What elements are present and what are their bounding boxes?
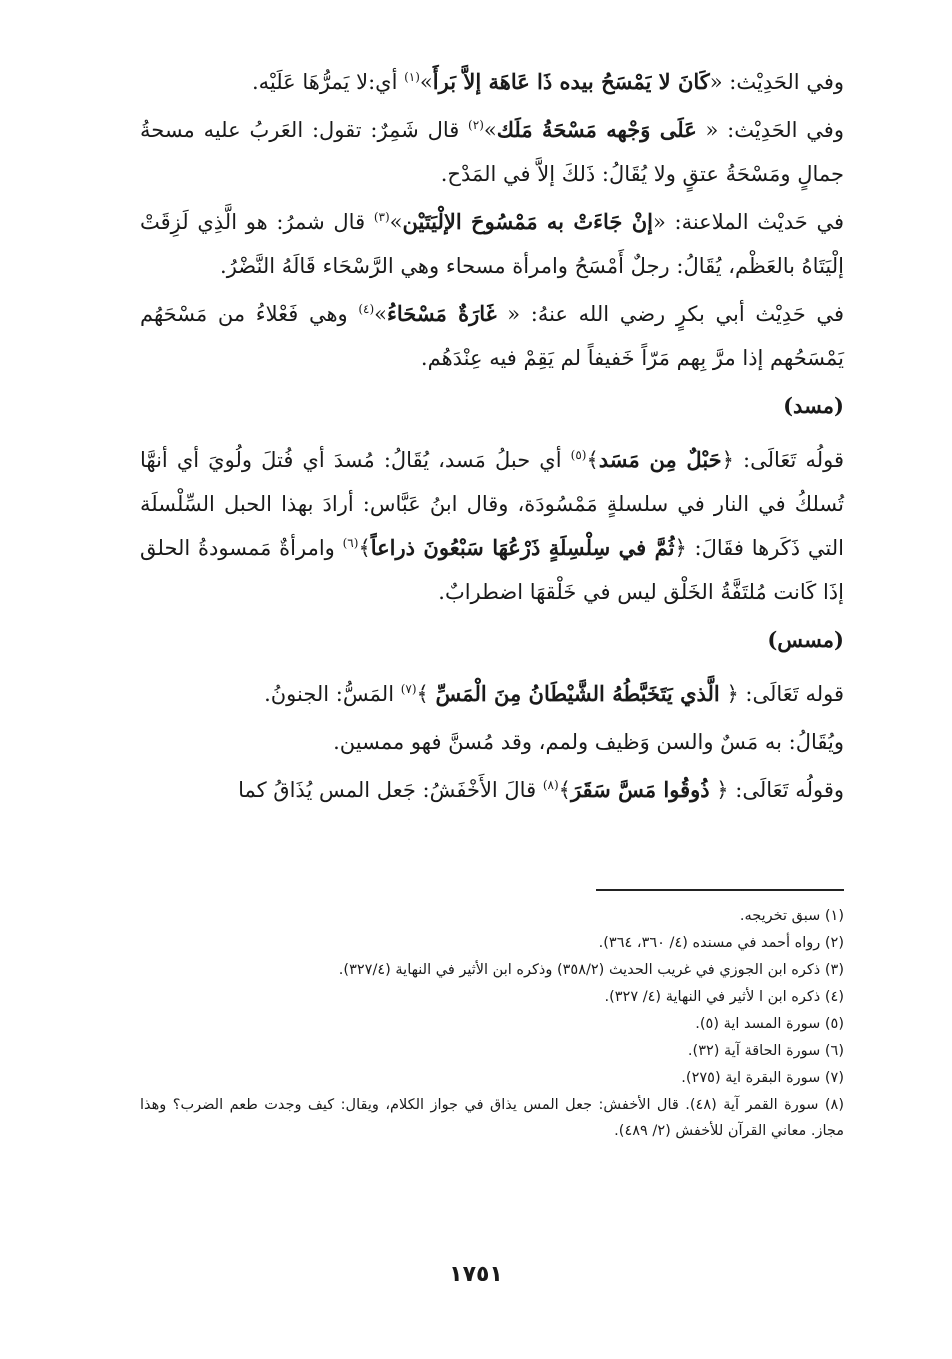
text-run: قال شَمِرٌ: تقول: العَربُ عليه مسحةُ جمالٍ ومَسْحَةُ عتقٍ ولا يُقَالُ: ذَلكَ إلاَّ في المَدْح. — [140, 118, 844, 186]
text-run: أي حبلُ مَسد، يُقَالُ: مُسدَ أي فُتلَ ولُويَ أي أنهَّا تُسلكُ في النار في سلسلةٍ مَمْسُودَة، وقال ابنُ عَبَّاس: أرادَ بهذا الحبل السِّلْسلَة التي ذَكَرها فقَالَ: ﴿ — [140, 448, 844, 560]
text-run: ﴾ — [358, 536, 371, 560]
paragraph — [140, 720, 844, 764]
footnote: (٤) ذكره ابن ا لأثير في النهاية (٤/ ٣٢٧). — [604, 989, 844, 1005]
footnote-marker: (٨) — [542, 778, 559, 792]
quoted-text: غَارَةٌ مَسْحَاءُ — [387, 301, 497, 326]
section-heading: (مسد) — [783, 393, 844, 418]
footnote: (٢) رواه أحمد في مسنده (٤/ ٣٦٠، ٣٦٤). — [598, 935, 844, 951]
text-run: » — [389, 210, 403, 234]
text-run: في حَدِيْث أبي بكرٍ رضي الله عنهُ: « — [496, 302, 844, 326]
footnote: (٣) ذكره ابن الجوزي في غريب الحديث (٣٥٨/٢) وذكره ابن الأثير في النهاية (٣٢٧/٤). — [338, 962, 844, 978]
text-run: ويُقَالُ: به مَسٌ والسن وَظيف ولمم، وقد مُسنَّ فهو ممسين. — [333, 730, 844, 754]
quoted-text: إنْ جَاءَتْ به مَمْسُوحَ الإلْيَتَيْن — [402, 209, 653, 234]
quoted-text: الَّذي يَتَخَبَّطُهُ الشَّيْطَانُ مِنَ الْمَسِّ — [435, 681, 720, 706]
footnotes-block — [140, 903, 844, 1145]
main-text-block — [140, 60, 844, 816]
text-run: وفي الحَدِيْث: « — [709, 70, 844, 94]
quoted-text: كَانَ لا يَمْسَحُ بيده ذَا عَاهَة إلاَّ بَرأَ — [432, 69, 710, 94]
footnote-marker: (٣) — [373, 210, 390, 224]
text-run: قالَ الأَخْفَشُ: جَعل المس يُذَاقُ كما — [238, 778, 543, 802]
page-number: ١٧٥١ — [449, 1262, 503, 1287]
quoted-text: ثُمَّ في سِلْسِلَةٍ ذَرْعُهَا سَبْعُونَ ذراعاً — [370, 535, 675, 560]
footnote-marker: (٦) — [342, 536, 359, 550]
quoted-text: ذُوقُوا مَسَّ سَقَرَ — [570, 777, 710, 802]
footnote-marker: (١) — [404, 70, 420, 84]
footnote: (٨) سورة القمر آية (٤٨). قال الأخفش: جعل المس يذاق في جواز الكلام، ويقال: كيف وجدت طعم الضرب؟ وهذا مجاز. معاني القرآن للأخفش (٢/ ٤٨٩). — [140, 1097, 844, 1139]
footnote: (١) سبق تخريجه. — [739, 908, 844, 924]
quoted-text: حَبْلٌ مِن مَسَد — [598, 447, 722, 472]
text-run: ﴾ — [416, 682, 436, 706]
paragraph — [140, 108, 844, 196]
paragraph — [140, 768, 844, 812]
text-run: ﴾ — [558, 778, 571, 802]
text-run: قولُه تَعَالَى: ﴿ — [721, 448, 845, 472]
text-run: » — [419, 70, 433, 94]
text-run: وقولُه تَعَالَى: ﴿ — [709, 778, 844, 802]
text-run: وامرأةٌ مَمسودةُ الحلق إذَا كَانت مُلتَفَّةُ الخَلْق ليس في خَلْقهَا اضطرابٌ. — [140, 536, 844, 604]
text-run: أي:لا يَمرُّهَا عَلَيْه. — [251, 70, 405, 94]
text-run: قوله تَعَالَى: ﴿ — [719, 682, 844, 706]
paragraph — [140, 60, 844, 104]
footnote-marker: (٥) — [570, 448, 587, 462]
text-run: وفي الحَدِيْث: « — [696, 118, 844, 142]
paragraph — [140, 200, 844, 288]
text-run: وهي فَعْلاءُ من مَسْحَهُم يَمْسَحُهم إذا مرَّ بِهم مَرّاً خَفيفاً لم يَقِمْ فيه عِنْدَهُم. — [140, 302, 844, 370]
text-run: في حَديْث الملاعنة: « — [652, 210, 844, 234]
footnote: (٥) سورة المسد اية (٥). — [695, 1016, 844, 1032]
footnote-separator — [596, 889, 844, 891]
footnote: (٧) سورة البقرة اية (٢٧٥). — [681, 1070, 844, 1086]
footnote-marker: (٤) — [358, 302, 375, 316]
footnote-marker: (٧) — [400, 682, 417, 696]
paragraph — [140, 292, 844, 380]
text-run: المَسُّ: الجنونُ. — [264, 682, 401, 706]
text-run: » — [374, 302, 387, 326]
section-heading: (مسس) — [767, 627, 844, 652]
text-run: قال شمرُ: هو الَّذِي لَزِقَتْ إلْيَتَاهُ بالعَظْم، يُقَالُ: رجلٌ أَمْسَحُ وامرأة مسحاء وهي الرَّسْحَاء قَالَهُ النَّضْرُ. — [140, 210, 844, 278]
quoted-text: عَلَى وَجْهه مَسْحَةُ مَلَك — [496, 117, 697, 142]
footnote-marker: (٢) — [468, 118, 484, 132]
text-run: ﴾ — [586, 448, 599, 472]
text-run: » — [483, 118, 497, 142]
paragraph — [140, 438, 844, 614]
paragraph — [140, 672, 844, 716]
footnote: (٦) سورة الحاقة آية (٣٢). — [687, 1043, 844, 1059]
